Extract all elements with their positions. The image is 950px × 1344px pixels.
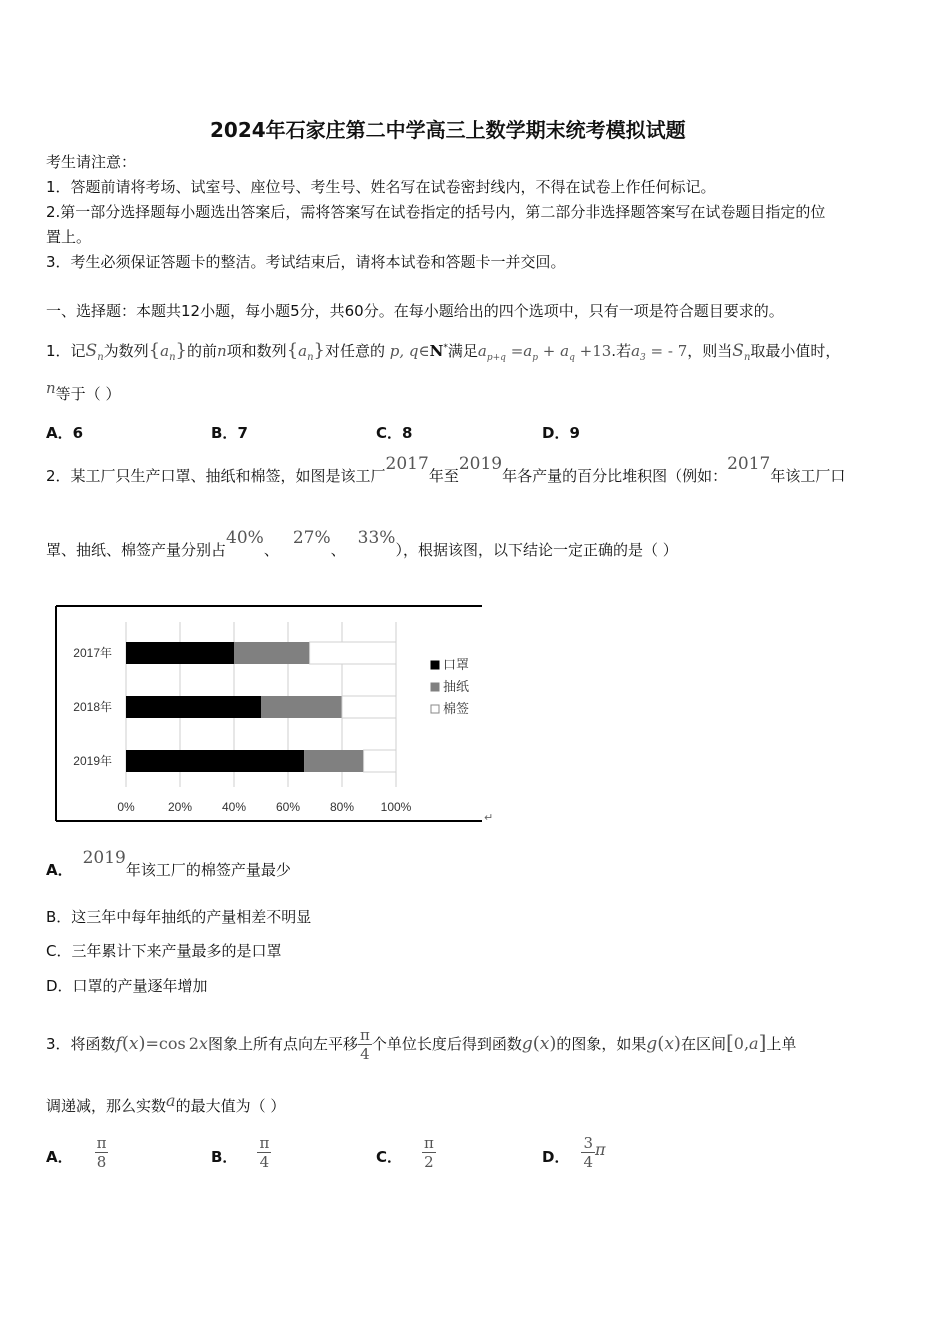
q3-option-b[interactable]	[211, 1134, 271, 1171]
math-sub: p	[532, 353, 538, 363]
math-in: ∈	[418, 342, 430, 360]
legend-swatch	[431, 705, 439, 713]
q1-text: 的前	[186, 342, 217, 360]
option-label: A．	[46, 424, 73, 442]
math-sub: q	[569, 353, 575, 363]
math-a: a	[298, 342, 308, 360]
math-sub: n	[97, 352, 104, 363]
bar-segment	[126, 696, 261, 718]
math-a: a	[749, 1034, 759, 1053]
math-plus13: +13	[579, 342, 612, 360]
math-a: a	[560, 342, 570, 360]
math-sub: 3	[640, 353, 646, 363]
math-pq: p, q	[389, 342, 419, 360]
option-label: C．	[376, 424, 403, 442]
q1-text: 对任意的	[325, 342, 386, 360]
option-label: D．	[542, 424, 570, 442]
q3-text: 在区间	[680, 1035, 726, 1053]
legend-label: 抽纸	[443, 679, 470, 694]
math-fraction	[95, 1134, 109, 1171]
frac-num: 3	[583, 1134, 593, 1152]
q1-text: 等于（ ）	[55, 385, 121, 403]
math-year: 2019	[458, 454, 503, 474]
q2-text: 年该工厂口	[770, 467, 846, 485]
q2-text: 、	[263, 541, 279, 559]
math-x: x	[128, 1034, 139, 1054]
math-x: x	[539, 1034, 550, 1054]
math-percent: 33%	[357, 528, 396, 548]
notice-item-2: 2.第一部分选择题每小题选出答案后，需将答案写在试卷指定的括号内，第二部分非选择题答案写在试卷题目指定的位	[46, 203, 826, 221]
frac-den: 8	[96, 1153, 107, 1171]
notice-item-2-cont: 置上。	[46, 228, 92, 246]
math-brace: {	[148, 340, 161, 361]
q2-text: ），根据该图，以下结论一定正确的是（ ）	[395, 541, 678, 559]
math-n: n	[46, 379, 56, 397]
q3-option-a[interactable]	[46, 1134, 108, 1171]
q1-option-b[interactable]	[211, 423, 248, 443]
bar-segment	[126, 750, 304, 772]
option-label: A．	[46, 1148, 73, 1166]
stacked-bar-chart	[54, 604, 504, 829]
math-paren: (	[532, 1033, 540, 1054]
option-value: 6	[72, 424, 84, 442]
q1-text: 1．记	[46, 342, 86, 360]
option-label: B．	[211, 424, 238, 442]
math-paren: (	[121, 1033, 129, 1054]
legend-label: 棉签	[443, 701, 470, 716]
notice-item-1: 1．答题前请将考场、试室号、座位号、考生号、姓名写在试卷密封线内，不得在试卷上作任何标记。	[46, 178, 716, 196]
math-plus: +	[542, 342, 556, 360]
q2-text: 2．某工厂只生产口罩、抽纸和棉签，如图是该工厂	[46, 467, 386, 485]
math-N: N	[429, 342, 444, 360]
math-paren: )	[549, 1033, 557, 1054]
math-g: g	[646, 1034, 658, 1054]
math-cos: =cos	[145, 1034, 186, 1053]
bar-segment	[261, 696, 342, 718]
q3-option-c[interactable]	[376, 1134, 436, 1171]
question-1-cont	[46, 379, 121, 404]
math-sub: n	[169, 352, 176, 363]
legend-label: 口罩	[443, 657, 470, 672]
x-tick-label: 40%	[221, 800, 247, 814]
math-S: S	[732, 341, 744, 361]
bar-segment	[364, 750, 396, 772]
math-pi: π	[595, 1140, 606, 1159]
math-star: *	[443, 343, 448, 353]
q3-option-d[interactable]	[542, 1134, 606, 1171]
bar-segment	[304, 750, 363, 772]
frac-den: 2	[424, 1153, 434, 1171]
x-tick-label: 60%	[275, 800, 301, 814]
legend-swatch	[431, 661, 439, 669]
x-tick-label: 20%	[167, 800, 193, 814]
math-x: x	[198, 1034, 208, 1053]
math-two: 2	[188, 1034, 199, 1053]
math-percent: 40%	[226, 528, 264, 548]
x-tick-label: 100%	[380, 800, 412, 814]
math-f: f	[115, 1034, 122, 1054]
q1-text: 为数列	[103, 342, 149, 360]
math-a: a	[477, 342, 487, 360]
q1-text: 项和数列	[226, 342, 287, 360]
question-3-cont	[46, 1091, 286, 1116]
option-value: 8	[402, 424, 413, 442]
q2-text: 年各产量的百分比堆积图（例如：	[502, 467, 728, 485]
math-eqm7: = - 7	[650, 342, 688, 360]
q2-option-a[interactable]	[46, 850, 291, 890]
option-label: C．	[376, 1148, 403, 1166]
q2-option-d[interactable]: D．口罩的产量逐年增加	[46, 977, 208, 995]
frac-num: π	[259, 1134, 270, 1152]
math-year: 2017	[385, 454, 429, 474]
y-category-label: 2018年	[73, 700, 112, 714]
math-x: x	[664, 1034, 674, 1054]
math-percent: 27%	[292, 528, 331, 548]
question-2	[46, 456, 845, 496]
frac-den: 4	[583, 1153, 593, 1171]
math-brace: }	[313, 340, 325, 361]
frac-num: π	[96, 1134, 107, 1152]
math-S: S	[85, 341, 98, 361]
math-a: a	[631, 342, 641, 360]
q3-text: 上单	[766, 1035, 797, 1053]
option-label: D．	[542, 1148, 570, 1166]
q2-option-c[interactable]: C．三年累计下来产量最多的是口罩	[46, 942, 282, 960]
math-a: a	[160, 342, 170, 360]
q1-text: .若	[611, 342, 632, 360]
x-tick-label: 80%	[329, 800, 355, 814]
legend-swatch	[431, 683, 439, 691]
math-paren: )	[138, 1033, 146, 1054]
option-text: 年该工厂的棉签产量最少	[125, 861, 291, 879]
math-fraction	[581, 1134, 595, 1171]
math-eq: =	[510, 342, 524, 360]
math-bracket: [	[725, 1030, 734, 1054]
page-title: 2024年石家庄第二中学高三上数学期末统考模拟试题	[210, 118, 686, 142]
math-paren: (	[657, 1033, 665, 1054]
math-brace: }	[175, 340, 187, 361]
y-category-label: 2017年	[73, 646, 112, 660]
notice-heading: 考生请注意：	[46, 153, 137, 171]
option-label: A．	[46, 861, 73, 879]
option-value: 9	[569, 424, 580, 442]
math-sub: n	[743, 352, 751, 363]
q1-option-c[interactable]	[376, 423, 412, 443]
math-a: a	[166, 1091, 176, 1110]
x-tick-label: 0%	[117, 800, 135, 814]
q2-text: 、	[330, 541, 346, 559]
math-n: n	[217, 342, 227, 360]
bar-segment	[234, 642, 310, 664]
math-year: 2019	[82, 848, 126, 868]
math-sub: n	[307, 352, 314, 363]
math-fraction	[257, 1134, 271, 1171]
q1-text: ，则当	[687, 342, 733, 360]
q1-option-d[interactable]	[542, 423, 580, 443]
frac-num: π	[424, 1134, 434, 1152]
q1-text: 取最小值时，	[750, 342, 841, 360]
math-fraction	[358, 1026, 372, 1063]
option-label: B．	[211, 1148, 238, 1166]
q3-text: 的图象，如果	[556, 1035, 647, 1053]
question-1	[46, 330, 840, 376]
q3-text: 的最大值为（ ）	[175, 1097, 286, 1115]
frac-den: 4	[360, 1045, 370, 1063]
bar-segment	[342, 696, 396, 718]
frac-den: 4	[259, 1153, 270, 1171]
question-2-cont	[46, 530, 678, 570]
return-mark: ↵	[484, 811, 494, 824]
q2-text: 罩、抽纸、棉签产量分别占	[46, 541, 227, 559]
math-bracket: ]	[758, 1030, 767, 1054]
q1-option-a[interactable]	[46, 423, 83, 443]
math-a: a	[523, 342, 533, 360]
bar-segment	[310, 642, 396, 664]
q3-text: 3．将函数	[46, 1035, 116, 1053]
option-value: 7	[237, 424, 248, 442]
math-g: g	[521, 1034, 533, 1054]
question-3	[46, 1012, 796, 1074]
q2-option-b[interactable]: B．这三年中每年抽纸的产量相差不明显	[46, 908, 312, 926]
math-zero: 0,	[733, 1034, 750, 1053]
q2-text: 年至	[428, 467, 459, 485]
notice-item-3: 3．考生必须保证答题卡的整洁。考试结束后，请将本试卷和答题卡一并交回。	[46, 253, 566, 271]
math-fraction	[422, 1134, 436, 1171]
math-year: 2017	[727, 454, 771, 474]
math-paren: )	[673, 1033, 681, 1054]
section-heading: 一、选择题：本题共12小题，每小题5分，共60分。在每小题给出的四个选项中，只有一项是符合题目要求的。	[46, 302, 784, 320]
q3-text: 个单位长度后得到函数	[371, 1035, 522, 1053]
frac-num: π	[359, 1026, 370, 1044]
q1-text: 满足	[447, 342, 478, 360]
math-sub: p+q	[486, 353, 506, 363]
math-brace: {	[286, 340, 299, 361]
bar-segment	[126, 642, 234, 664]
y-category-label: 2019年	[73, 754, 112, 768]
q3-text: 调递减，那么实数	[46, 1097, 167, 1115]
q3-text: 图象上所有点向左平移	[207, 1035, 358, 1053]
